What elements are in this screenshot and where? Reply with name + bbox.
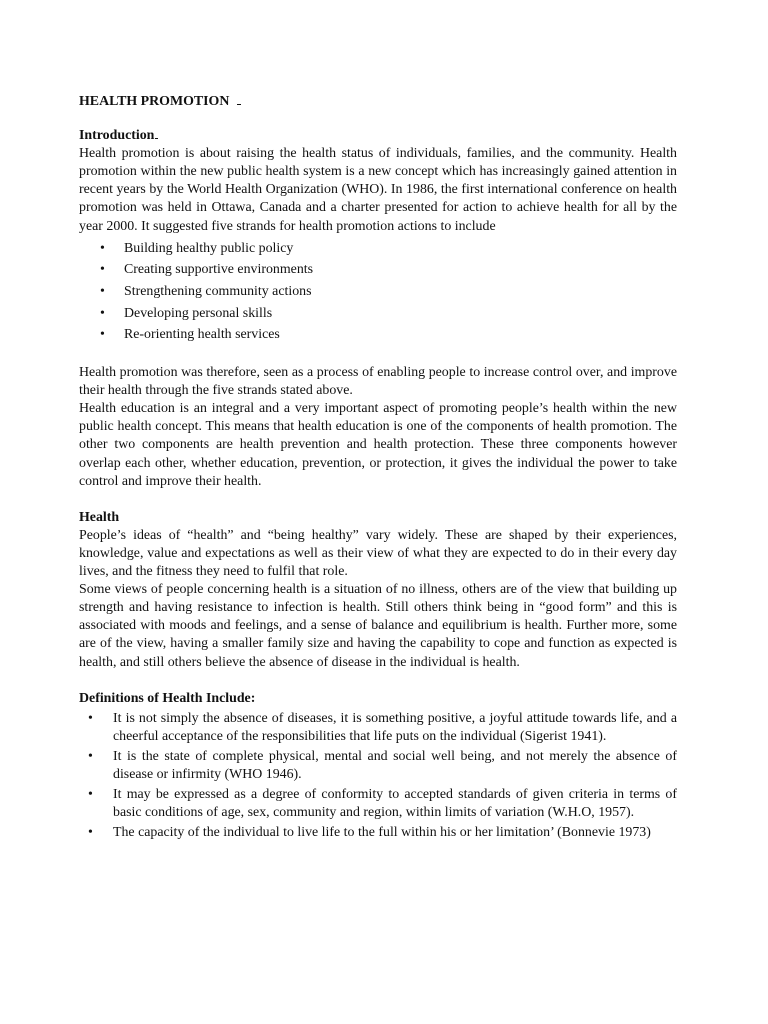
list-item	[88, 786, 677, 822]
title-underline-mark	[237, 104, 241, 105]
list-item-text: It may be expressed as a degree of conformity to accepted standards of given criteria in terms of basic conditions of age, sex, community and region, within limits of variation (W.H.O, 1957).	[113, 787, 677, 821]
health-education-paragraph: Health education is an integral and a very important aspect of promoting people’s health within the new public health concept. This means that health education is one of the components of health promotion. The other two components are health prevention and health protection. These three components however overlap each other, whether education, prevention, or protection, it gives the individual the power to take control and improve their health.	[79, 401, 677, 489]
bullet-icon: •	[100, 284, 105, 300]
health-views-paragraph: Some views of people concerning health is a situation of no illness, others are of the view that building up strength and having resistance to infection is health. Still others think being in “good form” and this is associated with moods and feelings, and a sense of balance and equilibrium is health. Further more, some are of the view, having a smaller family size and having the capability to cope and function as expected is health, and still others believe the absence of disease in the individual is health.	[79, 582, 677, 670]
health-ideas-paragraph: People’s ideas of “health” and “being healthy” vary widely. These are shaped by their experiences, knowledge, value and expectations as well as their view of what they are expected to do in their every day lives, and the fitness they need to fulfil that role.	[79, 527, 677, 580]
list-item	[88, 824, 677, 842]
bullet-icon: •	[88, 787, 93, 803]
spacer	[79, 672, 677, 690]
list-item	[88, 710, 677, 746]
list-item-text: Building healthy public policy	[124, 240, 294, 256]
bullet-icon: •	[100, 305, 105, 321]
introduction-paragraph: Health promotion is about raising the health status of individuals, families, and the community. Health promotion within the new public health system is a new concept which has increasingly gained attention in recent years by the World Health Organization (WHO). In 1986, the first international conference on health promotion was held in Ottawa, Canada and a charter presented for action to achieve health for all by the year 2000. It suggested five strands for health promotion actions to include	[79, 146, 677, 234]
list-item	[100, 303, 677, 325]
definitions-list	[88, 710, 677, 843]
list-item-text: Developing personal skills	[124, 305, 273, 321]
document-title-text: HEALTH PROMOTION	[79, 94, 230, 109]
list-item-text: Strengthening community actions	[124, 284, 312, 300]
introduction-heading-text: Introduction	[79, 128, 155, 144]
list-item	[100, 324, 677, 346]
list-item	[88, 748, 677, 784]
bullet-icon: •	[100, 327, 105, 343]
spacer	[79, 491, 677, 509]
heading-underline-mark	[155, 138, 158, 139]
bullet-icon: •	[100, 262, 105, 278]
list-item-text: It is not simply the absence of diseases, it is something positive, a joyful attitude towards life, and a cheerful acceptance of the responsibilities that life puts on the individual (Sigerist 1941).	[113, 710, 677, 744]
bullet-icon: •	[100, 240, 105, 256]
bullet-icon: •	[88, 748, 93, 764]
list-item-text: The capacity of the individual to live life to the full within his or her limitation’ (Bonnevie 1973)	[113, 825, 651, 841]
list-item	[100, 281, 677, 303]
process-paragraph: Health promotion was therefore, seen as a process of enabling people to increase control over, and improve their health through the five strands stated above.	[79, 365, 677, 399]
list-item	[100, 259, 677, 281]
list-item-text: Re-orienting health services	[124, 327, 280, 343]
bullet-icon: •	[88, 825, 93, 841]
list-item-text: It is the state of complete physical, mental and social well being, and not merely the absence of disease or infirmity (WHO 1946).	[113, 748, 677, 782]
strands-list	[100, 238, 677, 346]
bullet-icon: •	[88, 710, 93, 726]
spacer	[79, 346, 677, 364]
definitions-heading: Definitions of Health Include:	[79, 690, 256, 706]
introduction-heading	[79, 127, 677, 145]
list-item-text: Creating supportive environments	[124, 262, 314, 278]
document-title	[79, 93, 677, 111]
document-content	[79, 93, 677, 844]
list-item	[100, 238, 677, 260]
health-heading: Health	[79, 509, 120, 525]
